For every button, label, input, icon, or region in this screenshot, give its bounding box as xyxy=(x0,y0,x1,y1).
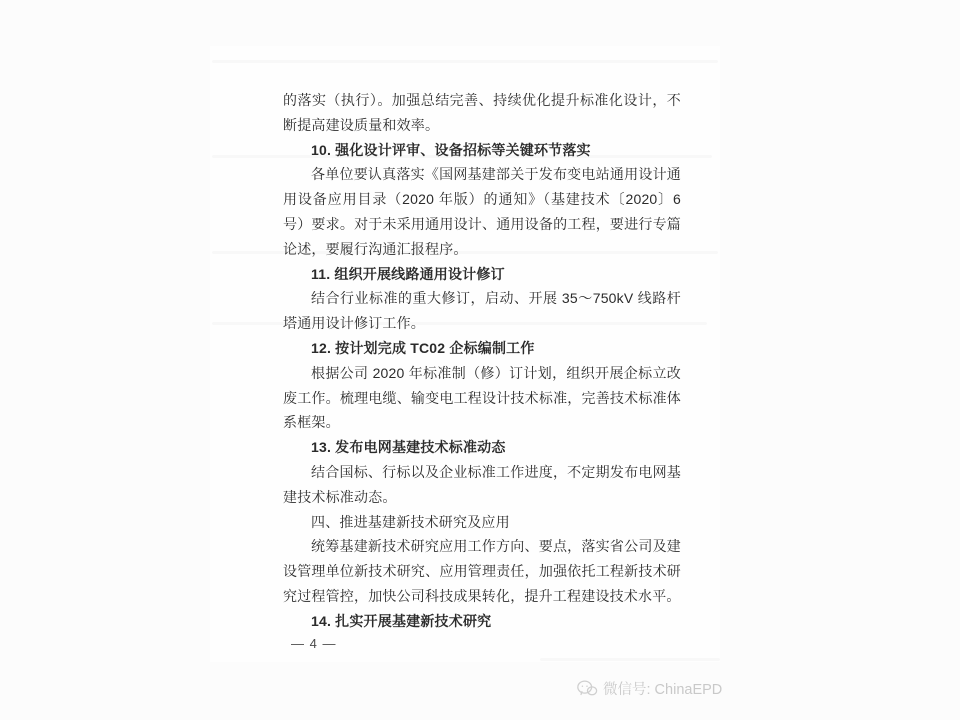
paragraph: 各单位要认真落实《国网基建部关于发布变电站通用设计通用设备应用目录（2020 年版）的通知》（基建技术〔2020〕6 号）要求。对于未采用通用设计、通用设备的工程，要进行专篇论述，要履行沟通汇报程序。 xyxy=(283,166,681,257)
paragraph: 根据公司 2020 年标准制（修）订计划，组织开展企标立改废工作。梳理电缆、输变电工程设计技术标准，完善技术标准体系框架。 xyxy=(283,364,681,431)
page-number: — 4 — xyxy=(291,636,337,651)
paragraph: 统筹基建新技术研究应用工作方向、要点，落实省公司及建设管理单位新技术研究、应用管理责任，加强依托工程新技术研究过程管控，加快公司科技成果转化，提升工程建设技术水平。 xyxy=(283,538,681,604)
wechat-icon xyxy=(576,679,598,698)
watermark-label: 微信号: ChinaEPD xyxy=(603,682,723,698)
section-heading-4: 四、推进基建新技术研究及应用 xyxy=(311,513,510,530)
numbered-heading-11: 11. 组织开展线路通用设计修订 xyxy=(311,265,505,282)
paragraph: 结合行业标准的重大修订，启动、开展 35～750kV 线路杆塔通用设计修订工作。 xyxy=(283,290,681,332)
scan-artifact xyxy=(540,658,720,661)
scan-artifact xyxy=(212,60,718,63)
numbered-heading-13: 13. 发布电网基建技术标准动态 xyxy=(311,439,506,456)
numbered-heading-12: 12. 按计划完成 TC02 企标编制工作 xyxy=(311,339,535,356)
numbered-heading-14: 14. 扎实开展基建新技术研究 xyxy=(311,612,492,629)
document-body xyxy=(283,88,681,634)
paragraph-continued: 的落实（执行）。加强总结完善、持续优化提升标准化设计，不断提高建设质量和效率。 xyxy=(283,92,681,133)
numbered-heading-10: 10. 强化设计评审、设备招标等关键环节落实 xyxy=(311,141,591,158)
watermark xyxy=(576,678,722,699)
paragraph: 结合国标、行标以及企业标准工作进度，不定期发布电网基建技术标准动态。 xyxy=(283,463,681,505)
